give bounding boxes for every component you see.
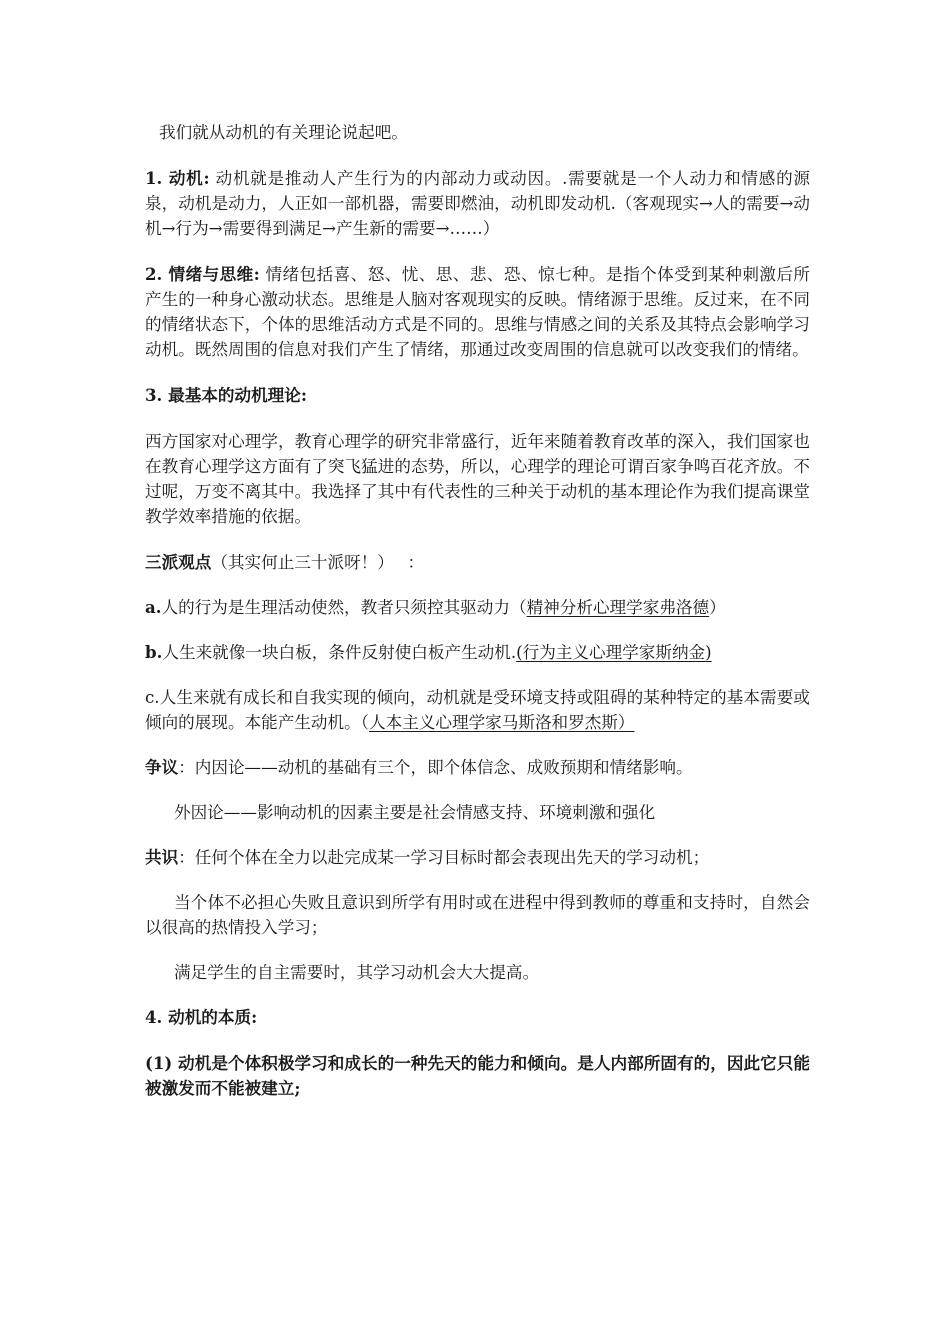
view-a-close: ） [709, 598, 726, 617]
view-a-label: a. [145, 597, 162, 617]
intro-text: 我们就从动机的有关理论说起吧。 [159, 123, 408, 142]
consensus-label: 共识 [145, 847, 179, 867]
view-c-text: c.人生来就有成长和自我实现的倾向，动机就是受环境支持或阻碍的某种特定的基本需要或倾向的展现。本能产生动机。（ [145, 688, 810, 732]
section-2-label: 2. 情绪与思维: [145, 264, 260, 284]
consensus-text: ：任何个体在全力以赴完成某一学习目标时都会表现出先天的学习动机； [178, 848, 710, 867]
view-a-text: 人的行为是生理活动使然，教者只须控其驱动力（ [161, 598, 527, 617]
view-b-text: 人生来就像一块白板，条件反射使白板产生动机. [162, 643, 517, 662]
view-a-source: 精神分析心理学家弗洛德 [526, 598, 710, 617]
view-c [145, 685, 810, 735]
three-views-line [145, 550, 810, 575]
dispute-line [145, 755, 810, 780]
document-body [145, 120, 810, 1122]
dispute-line-2: 外因论——影响动机的因素主要是社会情感支持、环境刺激和强化 [174, 803, 656, 822]
section-4-point-1: (1) 动机是个体积极学习和成长的一种先天的能力和倾向。是人内部所固有的，因此它只能被激发而不能被建立; [145, 1053, 810, 1098]
dispute-label: 争议 [145, 757, 179, 777]
section-2-text: 情绪包括喜、怒、忧、思、悲、恐、惊七种。是指个体受到某种刺激后所产生的一种身心激动状态。思维是人脑对客观现实的反映。情绪源于思维。反过来，在不同的情绪状态下，个体的思维活动方式是不同的。思维与情感之间的关系及其特点会影响学习动机。既然周围的信息对我们产生了情绪，那通过改变周围的信息就可以改变我们的情绪。 [145, 265, 810, 359]
view-b-label: b. [145, 642, 163, 662]
section-2-emotion-thinking [145, 262, 810, 362]
view-a [145, 595, 810, 620]
view-b [145, 640, 810, 665]
consensus-line [145, 845, 810, 870]
view-b-source: (行为主义心理学家斯纳金) [516, 643, 712, 662]
section-1-text: 动机就是推动人产生行为的内部动力或动因。.需要就是一个人动力和情感的源泉，动机是动力，人正如一部机器，需要即燃油，动机即发动机.（客观现实→人的需要→动机→行为→需要得到满足→产生新的需要→……） [145, 169, 810, 238]
section-1-motivation [145, 166, 810, 241]
consensus-line-3: 满足学生的自主需要时，其学习动机会大大提高。 [174, 963, 540, 982]
section-1-label: 1. 动机: [145, 168, 210, 188]
section-3-heading: 3. 最基本的动机理论: [145, 385, 307, 405]
view-c-source: 人本主义心理学家马斯洛和罗杰斯） [369, 713, 635, 732]
three-views-note: （其实何止三十派呀！） ： [211, 553, 425, 572]
three-views-label: 三派观点 [145, 552, 212, 572]
dispute-text: ：内因论——动机的基础有三个，即个体信念、成败预期和情绪影响。 [178, 758, 693, 777]
section-4-heading: 4. 动机的本质: [145, 1007, 258, 1027]
section-3-paragraph: 西方国家对心理学，教育心理学的研究非常盛行，近年来随着教育改革的深入，我们国家也在教育心理学这方面有了突飞猛进的态势，所以，心理学的理论可谓百家争鸣百花齐放。不过呢，万变不离其中。我选择了其中有代表性的三种关于动机的基本理论作为我们提高课堂教学效率措施的依据。 [145, 432, 810, 526]
consensus-line-2: 当个体不必担心失败且意识到所学有用时或在进程中得到教师的尊重和支持时，自然会以很高的热情投入学习； [145, 893, 810, 937]
